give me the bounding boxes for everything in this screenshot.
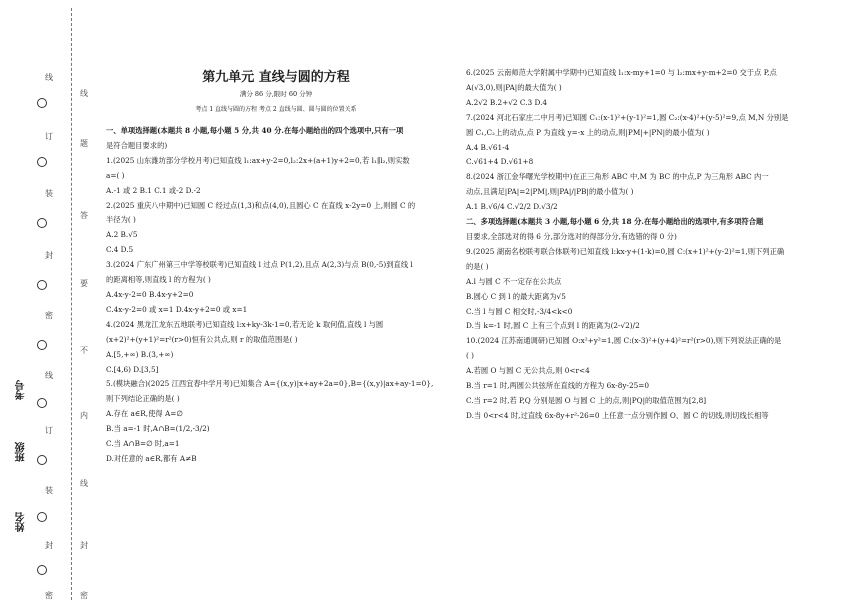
text-line: B.圆心 C 到 l 的最大距离为√5 <box>466 291 566 301</box>
score-time: 满分 86 分,限时 60 分钟 <box>239 90 313 98</box>
text-line: 则下列结论正确的是( ) <box>106 394 180 404</box>
circle-mark <box>37 398 47 408</box>
inner-mark: 线 <box>80 479 88 488</box>
name-label: 姓名 <box>16 512 27 532</box>
binding-margin <box>0 0 92 608</box>
text-line: 7.(2024 河北石家庄二中月考)已知圆 C₁:(x-1)²+(y-1)²=1,圆 C₂:(x-4)²+(y-5)²=9,点 M,N 分别是 <box>466 112 789 122</box>
text-line: ( ) <box>466 351 475 361</box>
gutter-mark: 装 <box>45 486 53 495</box>
inner-mark: 答 <box>80 211 88 220</box>
circle-mark <box>37 565 47 575</box>
right-column <box>466 66 812 424</box>
gutter-mark: 封 <box>45 251 53 260</box>
text-line: 9.(2025 湖南名校联考联合体联考)已知直线 l:kx-y+(1-k)=0,圆 C:(x+1)²+(y-2)²=1,则下列正确 <box>466 246 785 256</box>
text-line: C.当 r=2 时,若 P,Q 分别是圆 O 与圆 C 上的点,则|PQ|的取值范围为[2,8] <box>466 395 707 405</box>
exam-number-label: 考号 <box>16 380 27 400</box>
gutter-mark: 密 <box>45 311 53 320</box>
topic-list: 考点 1 直线与圆的方程 考点 2 直线与圆、圆与圆的位置关系 <box>195 106 357 113</box>
gutter-mark: 订 <box>45 132 53 141</box>
cut-line <box>71 8 72 600</box>
gutter-mark: 线 <box>45 73 53 82</box>
inner-mark: 要 <box>80 279 88 288</box>
unit-title: 第九单元 直线与圆的方程 <box>202 70 350 85</box>
inner-mark: 封 <box>80 541 88 550</box>
gutter-mark: 订 <box>45 426 53 435</box>
text-line: 半径为( ) <box>106 215 136 225</box>
circle-mark <box>37 157 47 167</box>
text-line: 是符合题目要求的) <box>106 140 168 150</box>
text-line: A.存在 a∈R,使得 A=∅ <box>106 409 183 419</box>
text-line: C.当 l 与圆 C 相交时,-3/4<k<0 <box>466 306 573 316</box>
circle-mark <box>37 218 47 228</box>
text-line: D.当 0<r<4 时,过直线 6x-8y+r²-26=0 上任意一点分别作圆 O、圆 C 的切线,则切线长相等 <box>466 410 769 420</box>
text-line: C.当 A∩B=∅ 时,a=1 <box>106 439 180 449</box>
inner-mark: 线 <box>80 89 88 98</box>
text-line: B.当 a=-1 时,A∩B=(1/2,-3/2) <box>106 424 210 434</box>
text-line: 1.(2025 山东潍坊部分学校月考)已知直线 l₁:ax+y-2=0,l₂:2x+(a+1)y+2=0,若 l₁∥l₂,则实数 <box>106 155 410 165</box>
text-line: 目要求,全部选对的得 6 分,部分选对的得部分分,有选错的得 0 分) <box>466 231 677 241</box>
text-line: 二、多项选择题(本题共 3 小题,每小题 6 分,共 18 分.在每小题给出的选项中,有多项符合题 <box>466 217 764 227</box>
text-line: A.2 B.√5 <box>106 230 138 240</box>
circle-mark <box>37 98 47 108</box>
text-line: 10.(2024 江苏南通调研)已知圆 O:x²+y²=1,圆 C:(x-3)²+(y+4)²=r²(r>0),则下列说法正确的是 <box>466 336 782 346</box>
text-line: C.4x-y-2=0 或 x=1 D.4x-y+2=0 或 x=1 <box>106 304 248 314</box>
text-line: a=( ) <box>106 170 125 180</box>
text-line: A.2√2 B.2+√2 C.3 D.4 <box>466 97 548 107</box>
text-line: B.当 r=1 时,两圆公共弦所在直线的方程为 6x-8y-25=0 <box>466 381 650 391</box>
text-line: (x+2)²+(y+1)²=r²(r>0)恒有公共点,则 r 的取值范围是( ) <box>106 334 298 344</box>
circle-mark <box>37 340 47 350</box>
gutter-mark: 装 <box>45 189 53 198</box>
circle-mark <box>37 280 47 290</box>
gutter-mark: 线 <box>45 371 53 380</box>
class-label: 班级 <box>16 442 27 462</box>
inner-mark: 密 <box>80 591 88 600</box>
text-line: 动点,且满足|PA|=2|PM|,则|PA|/|PB|的最小值为( ) <box>466 187 634 197</box>
text-line: 3.(2024 广东广州第三中学等校联考)已知直线 l 过点 P(1,2),且点 A(2,3)与点 B(0,-5)到直线 l <box>106 260 413 270</box>
text-line: 5.(模块融合)(2025 江西宜春中学月考)已知集合 A={(x,y)|x+ay+2a=0},B={(x,y)|ax+ay-1=0}, <box>106 379 434 389</box>
left-column <box>106 124 446 467</box>
text-line: D.对任意的 a∈R,都有 A≠B <box>106 453 197 463</box>
inner-mark: 题 <box>80 139 88 148</box>
text-line: A.l 与圆 C 不一定存在公共点 <box>466 276 562 286</box>
gutter-mark: 密 <box>45 591 53 600</box>
text-line: A(√3,0),则|PA|的最大值为( ) <box>466 82 562 92</box>
inner-mark: 内 <box>80 411 88 420</box>
text-line: A.若圆 O 与圆 C 无公共点,则 0<r<4 <box>466 366 590 376</box>
text-line: D.当 k=-1 时,圆 C 上有三个点到 l 的距离为(2-√2)/2 <box>466 321 640 331</box>
circle-mark <box>37 455 47 465</box>
text-line: 的距离相等,则直线 l 的方程为( ) <box>106 275 211 285</box>
text-line: 圆 C₁,C₂上的动点,点 P 为直线 y=-x 上的动点,则|PM|+|PN|的最小值为( ) <box>466 127 710 137</box>
text-line: 2.(2025 重庆八中期中)已知圆 C 经过点(1,3)和点(4,0),且圆心 C 在直线 x-2y=0 上,则圆 C 的 <box>106 200 416 210</box>
text-line: C.4 D.5 <box>106 245 134 255</box>
inner-mark: 不 <box>80 346 88 355</box>
text-line: A.4 B.√61-4 <box>466 142 510 152</box>
text-line: 4.(2024 黑龙江龙东五地联考)已知直线 l:x+ky-3k-1=0,若无论 k 取何值,直线 l 与圆 <box>106 319 384 329</box>
text-line: A.-1 或 2 B.1 C.1 或-2 D.-2 <box>106 185 201 195</box>
circle-mark <box>37 512 47 522</box>
text-line: A.[5,+∞) B.(3,+∞) <box>106 349 174 359</box>
text-line: 8.(2024 浙江金华曙光学校期中)在正三角形 ABC 中,M 为 BC 的中点,P 为三角形 ABC 内一 <box>466 172 769 182</box>
text-line: C.[4,6) D.[3,5] <box>106 364 159 374</box>
text-line: 6.(2025 云南师范大学附属中学期中)已知直线 l₁:x-my+1=0 与 l₂:mx+y-m+2=0 交于点 P,点 <box>466 68 777 77</box>
text-line: A.4x-y-2=0 B.4x-y+2=0 <box>106 289 194 299</box>
text-line: C.√61+4 D.√61+8 <box>466 157 534 167</box>
text-line: 一、单项选择题(本题共 8 小题,每小题 5 分,共 40 分.在每小题给出的四个选项中,只有一项 <box>106 126 404 135</box>
gutter-mark: 封 <box>45 541 53 550</box>
text-line: A.1 B.√6/4 C.√2/2 D.√3/2 <box>466 202 558 212</box>
text-line: 的是( ) <box>466 261 489 271</box>
